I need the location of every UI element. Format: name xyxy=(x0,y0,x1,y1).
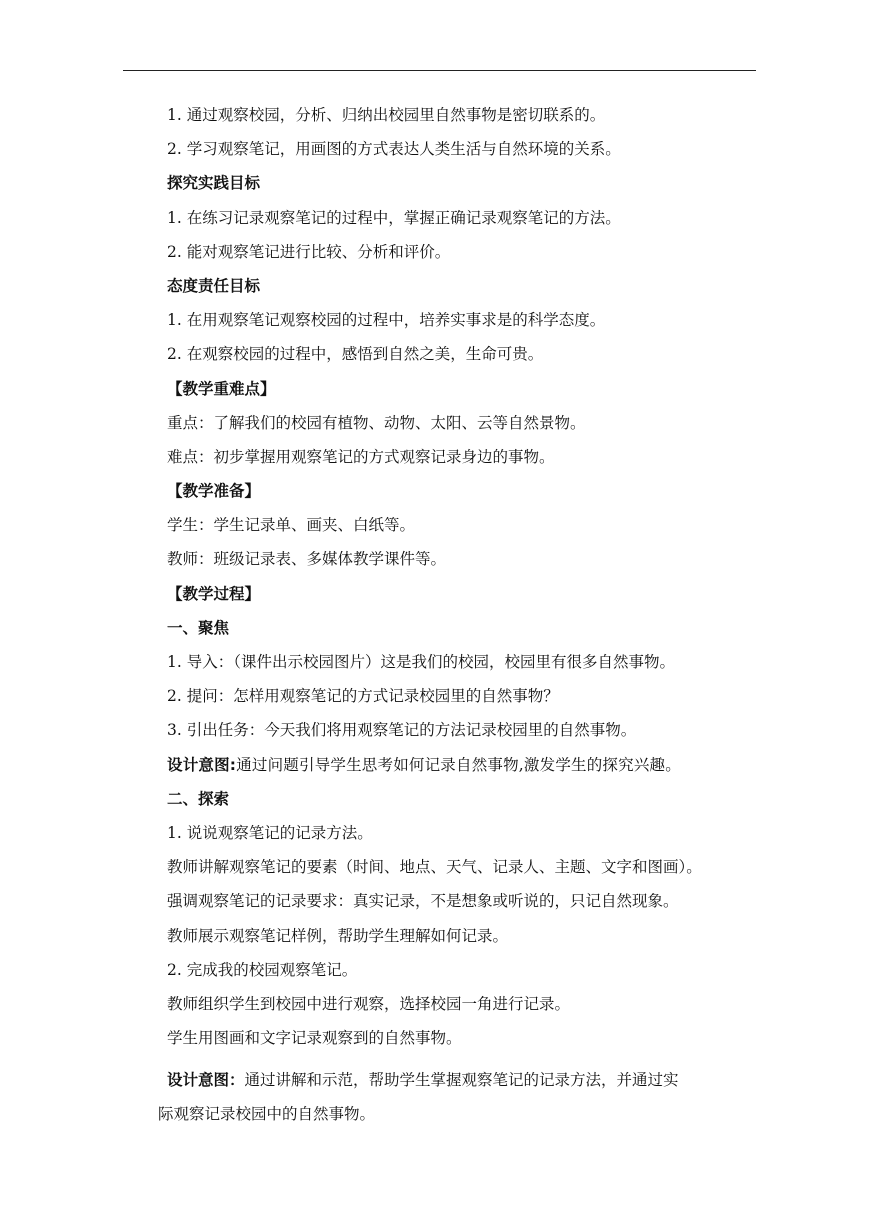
header-rule xyxy=(123,70,756,71)
section-heading: 【教学过程】 xyxy=(167,584,261,603)
text-line: 3. 引出任务：今天我们将用观察笔记的方法记录校园里的自然事物。 xyxy=(167,721,637,740)
design-intent-1 xyxy=(167,748,767,782)
objectives-and-process-block xyxy=(167,98,767,748)
text-line: 2. 提问：怎样用观察笔记的方式记录校园里的自然事物？ xyxy=(167,687,559,706)
text-line: 难点：初步掌握用观察笔记的方式观察记录身边的事物。 xyxy=(167,447,555,466)
text-line: 教师：班级记录表、多媒体教学课件等。 xyxy=(167,550,447,569)
design-intent-text: 通过问题引导学生思考如何记录自然事物,激发学生的探究兴趣。 xyxy=(236,755,681,774)
text-line: 2. 在观察校园的过程中，感悟到自然之美，生命可贵。 xyxy=(167,345,544,364)
text-line: 1. 在用观察笔记观察校园的过程中，培养实事求是的科学态度。 xyxy=(167,311,606,330)
design-intent-label: 设计意图： xyxy=(167,1071,245,1090)
text-line: 1. 在练习记录观察笔记的过程中，掌握正确记录观察笔记的方法。 xyxy=(167,208,621,227)
text-line: 2. 完成我的校园观察笔记。 xyxy=(167,960,358,979)
text-line: 教师讲解观察笔记的要素（时间、地点、天气、记录人、主题、文字和图画）。 xyxy=(167,858,702,877)
text-line: 教师展示观察笔记样例，帮助学生理解如何记录。 xyxy=(167,926,509,945)
text-line: 1. 通过观察校园，分析、归纳出校园里自然事物是密切联系的。 xyxy=(167,106,606,124)
design-intent-text-line2: 际观察记录校园中的自然事物。 xyxy=(158,1105,376,1124)
section-heading: 一、聚焦 xyxy=(167,618,230,637)
design-intent-2 xyxy=(158,1063,767,1131)
section-heading: 态度责任目标 xyxy=(167,276,261,295)
design-intent-label: 设计意图: xyxy=(167,755,237,774)
text-line: 强调观察笔记的记录要求：真实记录，不是想象或听说的，只记自然现象。 xyxy=(167,892,679,911)
document-content xyxy=(158,98,767,1131)
section-heading: 【教学重难点】 xyxy=(167,379,276,398)
section-heading: 【教学准备】 xyxy=(167,482,261,501)
section-heading: 探究实践目标 xyxy=(167,174,261,193)
text-line: 教师组织学生到校园中进行观察，选择校园一角进行记录。 xyxy=(167,994,571,1013)
explore-block xyxy=(167,782,767,1056)
text-line: 重点：了解我们的校园有植物、动物、太阳、云等自然景物。 xyxy=(167,413,586,432)
text-line: 2. 学习观察笔记，用画图的方式表达人类生活与自然环境的关系。 xyxy=(167,140,621,159)
text-line: 1. 说说观察笔记的记录方法。 xyxy=(167,823,373,842)
section-heading: 二、探索 xyxy=(167,789,230,808)
text-line: 学生用图画和文字记录观察到的自然事物。 xyxy=(167,1029,462,1048)
text-line: 学生：学生记录单、画夹、白纸等。 xyxy=(167,516,416,535)
text-line: 2. 能对观察笔记进行比较、分析和评价。 xyxy=(167,242,451,261)
design-intent-text-line1: 通过讲解和示范，帮助学生掌握观察笔记的记录方法，并通过实 xyxy=(244,1071,679,1090)
text-line: 1. 导入：（课件出示校园图片）这是我们的校园，校园里有很多自然事物。 xyxy=(167,653,675,671)
